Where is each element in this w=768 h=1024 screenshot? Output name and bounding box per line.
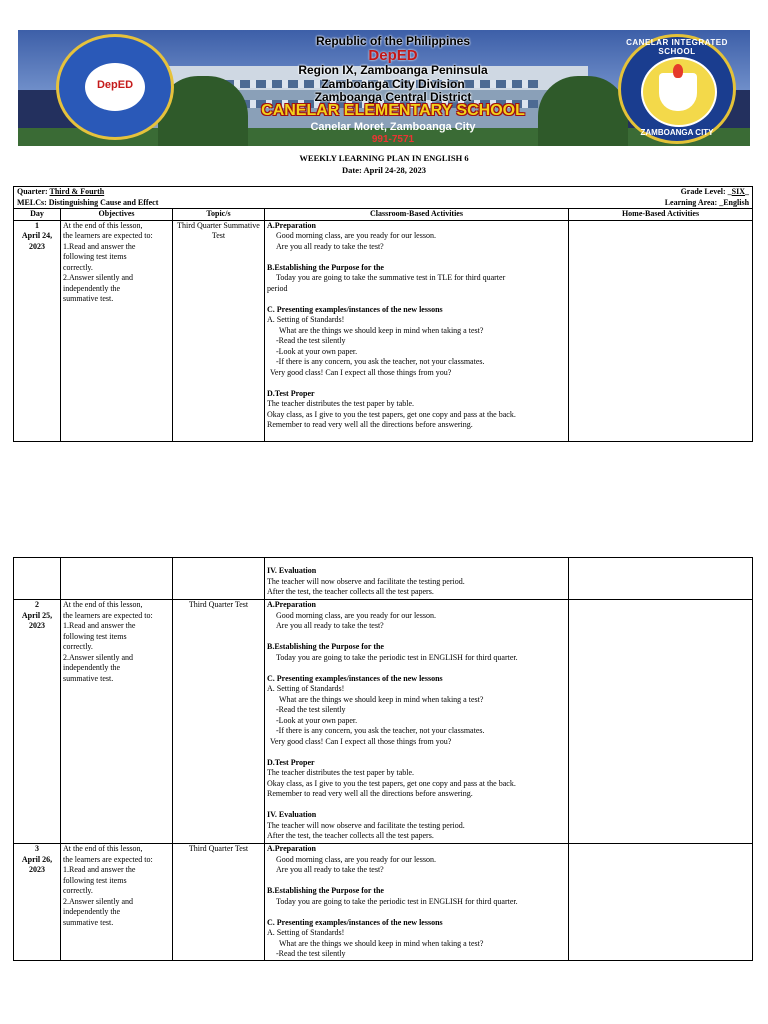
activity-line: The teacher will now observe and facilitate the testing period. — [267, 576, 465, 586]
day-row — [14, 844, 753, 961]
activity-line: What are the things we should keep in mind when taking a test? — [279, 938, 484, 948]
activity-line: After the test, the teacher collects all the test papers. — [267, 587, 434, 596]
day-date: April 25, — [21, 610, 53, 620]
classroom-activities-cell — [265, 558, 569, 600]
activity-line: Okay class, as I give to you the test papers, get one copy and pass at the back. — [267, 778, 516, 788]
objective-line: the learners are expected to: — [63, 610, 153, 620]
activity-line: Very good class! Can I expect all those things from you? — [270, 736, 452, 746]
col-header-day: Day — [14, 209, 61, 221]
school-seal-top-text: CANELAR INTEGRATED SCHOOL — [626, 38, 728, 56]
activity-line: Today you are going to take the periodic test in ENGLISH for third quarter. — [276, 652, 518, 662]
objective-line: 1.Read and answer the — [63, 865, 136, 874]
activity-line: -If there is any concern, you ask the teacher, not your classmates. — [276, 357, 485, 366]
objective-line: At the end of this lesson, — [63, 220, 143, 230]
day-cell — [14, 600, 61, 844]
objective-line: summative test. — [63, 673, 114, 683]
banner-phone: 991-7571 — [371, 134, 415, 145]
deped-seal-logo — [56, 34, 174, 140]
presenting-heading: C. Presenting examples/instances of the new lessons — [267, 304, 443, 314]
meta-row — [14, 187, 753, 209]
home-activities-cell — [569, 220, 753, 441]
activity-line: Remember to read very well all the directions before answering. — [267, 420, 473, 429]
school-seal-center — [641, 57, 717, 127]
activity-line: Are you all ready to take the test? — [276, 865, 384, 874]
day-cell — [14, 220, 61, 441]
preparation-heading: A.Preparation — [267, 600, 316, 609]
activity-line: A. Setting of Standards! — [267, 684, 345, 693]
objective-line: 2.Answer silently and — [63, 652, 133, 662]
purpose-heading: B.Establishing the Purpose for the — [267, 642, 384, 651]
activity-line: -Look at your own paper. — [276, 346, 358, 356]
objective-line: 1.Read and answer the — [63, 621, 136, 630]
day-row — [14, 600, 753, 844]
classroom-activities-cell — [265, 844, 569, 961]
col-header-objectives: Objectives — [61, 209, 173, 221]
activity-line: -Read the test silently — [276, 949, 346, 958]
objective-line: 2.Answer silently and — [63, 273, 133, 282]
home-activities-cell — [569, 558, 753, 600]
banner-district: Zamboanga Central District — [314, 90, 472, 104]
objective-line: summative test. — [63, 917, 114, 927]
day-number: 1 — [35, 220, 39, 230]
activity-line: A. Setting of Standards! — [267, 928, 345, 937]
objective-line: correctly. — [63, 642, 93, 651]
quarter-value: Third & Fourth — [49, 187, 105, 196]
home-activities-cell — [569, 844, 753, 961]
day-year: 2023 — [29, 241, 45, 251]
activity-line: Okay class, as I give to you the test papers, get one copy and pass at the back. — [267, 409, 516, 419]
activity-line: -If there is any concern, you ask the teacher, not your classmates. — [276, 726, 485, 735]
topic-cell — [173, 558, 265, 600]
objectives-cell — [61, 600, 173, 844]
activity-line: Good morning class, are you ready for our lesson. — [276, 231, 436, 240]
objective-line: summative test. — [63, 294, 114, 303]
banner-school-name: CANELAR ELEMENTARY SCHOOL — [261, 102, 525, 119]
test-proper-heading: D.Test Proper — [267, 757, 315, 767]
topic-cell: Third Quarter Test — [173, 600, 265, 844]
deped-seal-text: DepED — [96, 79, 134, 91]
evaluation-heading: IV. Evaluation — [267, 566, 317, 575]
day-year: 2023 — [29, 621, 45, 630]
objective-line: independently the — [63, 283, 121, 293]
torch-icon — [673, 64, 683, 78]
melcs-value: Distinguishing Cause and Effect — [48, 197, 159, 207]
topic-cell: Third Quarter Summative Test — [173, 220, 265, 441]
school-seal-logo — [618, 34, 736, 144]
school-banner — [18, 30, 750, 146]
preparation-heading: A.Preparation — [267, 844, 316, 853]
activity-line: Good morning class, are you ready for our lesson. — [276, 854, 436, 864]
col-header-home: Home-Based Activities — [569, 209, 753, 221]
activity-line: The teacher distributes the test paper by table. — [267, 399, 415, 408]
test-proper-heading: D.Test Proper — [267, 388, 315, 398]
preparation-heading: A.Preparation — [267, 220, 316, 230]
banner-republic: Republic of the Philippines — [315, 34, 470, 48]
purpose-heading: B.Establishing the Purpose for the — [267, 262, 384, 272]
objective-line: correctly. — [63, 262, 93, 272]
activity-line: After the test, the teacher collects all the test papers. — [267, 831, 434, 840]
learning-plan-table-1 — [13, 186, 753, 442]
day-number: 3 — [35, 844, 39, 853]
activity-line: The teacher will now observe and facilitate the testing period. — [267, 820, 465, 830]
document-date: Date: April 24-28, 2023 — [341, 165, 427, 175]
day-cell — [14, 844, 61, 961]
document-title: WEEKLY LEARNING PLAN IN ENGLISH 6 — [299, 153, 469, 163]
activity-line: Are you all ready to take the test? — [276, 241, 384, 251]
objective-line: following test items — [63, 631, 127, 641]
objective-line: following test items — [63, 875, 127, 885]
melcs-field — [17, 198, 158, 209]
day-number: 2 — [35, 600, 39, 609]
evaluation-heading: IV. Evaluation — [267, 810, 317, 819]
col-header-topics: Topic/s — [173, 209, 265, 221]
day-row — [14, 220, 753, 441]
activity-line: Are you all ready to take the test? — [276, 621, 384, 630]
melcs-label: MELCs: — [17, 197, 47, 207]
grade-value: SIX — [731, 187, 746, 196]
activity-line: -Read the test silently — [276, 336, 346, 345]
activity-line: period — [267, 283, 288, 293]
area-label: Learning Area: — [664, 197, 718, 207]
objective-line: the learners are expected to: — [63, 854, 153, 864]
presenting-heading: C. Presenting examples/instances of the new lessons — [267, 917, 443, 927]
activity-line: Today you are going to take the summative test in TLE for third quarter — [276, 273, 506, 282]
topic-cell: Third Quarter Test — [173, 844, 265, 961]
header-row — [14, 209, 753, 221]
activity-line: What are the things we should keep in mind when taking a test? — [279, 694, 484, 704]
col-header-classroom: Classroom-Based Activities — [265, 209, 569, 221]
activity-line: A. Setting of Standards! — [267, 315, 345, 324]
objectives-cell — [61, 558, 173, 600]
objective-line: the learners are expected to: — [63, 231, 153, 240]
activity-line: The teacher distributes the test paper by table. — [267, 768, 415, 777]
objective-line: correctly. — [63, 886, 93, 895]
activity-line: Remember to read very well all the directions before answering. — [267, 789, 473, 798]
evaluation-row — [14, 558, 753, 600]
home-activities-cell — [569, 600, 753, 844]
activity-line: -Look at your own paper. — [276, 715, 358, 725]
classroom-activities-cell — [265, 600, 569, 844]
grade-label: Grade Level: — [680, 187, 726, 196]
objective-line: following test items — [63, 252, 127, 261]
banner-deped: DepED — [368, 47, 418, 64]
presenting-heading: C. Presenting examples/instances of the new lessons — [267, 673, 443, 683]
objective-line: 2.Answer silently and — [63, 896, 133, 906]
activity-line: What are the things we should keep in mind when taking a test? — [279, 325, 484, 335]
quarter-field — [17, 187, 104, 198]
banner-address: Canelar Moret, Zamboanga City — [310, 121, 476, 133]
objective-line: 1.Read and answer the — [63, 241, 136, 251]
purpose-heading: B.Establishing the Purpose for the — [267, 886, 384, 895]
day-year: 2023 — [29, 865, 45, 874]
objectives-cell — [61, 220, 173, 441]
activity-line: Good morning class, are you ready for our lesson. — [276, 610, 436, 620]
objective-line: independently the — [63, 663, 121, 672]
school-seal-bottom-text: ZAMBOANGA CITY — [640, 128, 714, 137]
activity-line: -Read the test silently — [276, 705, 346, 714]
area-field: Learning Area: _English — [664, 197, 750, 207]
day-date: April 24, — [21, 231, 53, 240]
objective-line: independently the — [63, 907, 121, 916]
grade-field: Grade Level: _SIX_ — [680, 187, 750, 196]
shield-icon — [659, 73, 697, 111]
learning-plan-table-2 — [13, 557, 753, 961]
day-date: April 26, — [21, 854, 53, 864]
banner-division: Zamboanga City Division — [321, 77, 465, 91]
objective-line: At the end of this lesson, — [63, 844, 143, 853]
objective-line: At the end of this lesson, — [63, 600, 143, 609]
activity-line: Very good class! Can I expect all those things from you? — [270, 367, 452, 377]
area-value: English — [723, 197, 750, 207]
quarter-label: Quarter: — [17, 187, 48, 196]
activity-line: Today you are going to take the periodic test in ENGLISH for third quarter. — [276, 896, 518, 906]
objectives-cell — [61, 844, 173, 961]
banner-region: Region IX, Zamboanga Peninsula — [298, 63, 488, 77]
day-cell — [14, 558, 61, 600]
classroom-activities-cell — [265, 220, 569, 441]
